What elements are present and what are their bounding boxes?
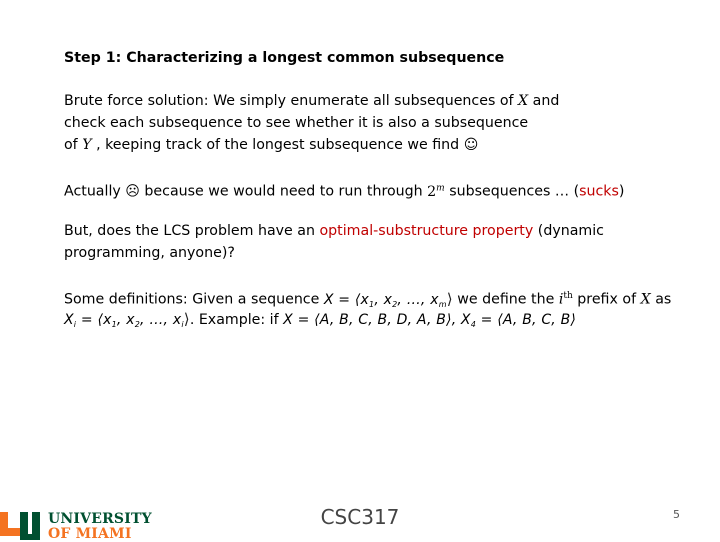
slide-title: Step 1: Characterizing a longest common subsequence [64, 50, 505, 66]
defs-text: we define the [452, 291, 559, 308]
of-miami-text: OF MIAMI [48, 526, 132, 542]
smiley-icon: ☺ [463, 137, 479, 153]
brute-text: , keeping track of the longest subsequence we find [91, 137, 464, 153]
actually-text: Actually [64, 183, 126, 200]
but-text: But, does the LCS problem have an [64, 223, 320, 239]
var-y: Y [82, 137, 92, 153]
brute-force-line-1 [64, 91, 559, 111]
actually-text: subsequences … ( [444, 183, 580, 200]
example-x-formula: X = ⟨A, B, C, B, D, A, B⟩, [283, 312, 457, 328]
defs-text: as [650, 291, 672, 308]
sucks-highlight: sucks [579, 183, 619, 200]
brute-text: of [64, 137, 83, 153]
sequence-x-formula: $X = ⟨x_1$, $x_2$, …, $x_m⟩$ [323, 289, 453, 309]
prefix-xi-formula: $X_i$ = $⟨x_1$, $x_2$, …, $x_i⟩$ [64, 310, 190, 329]
ith-i: i [558, 291, 564, 308]
brute-force-line-2: check each subsequence to see whether it is also a subsequence [64, 115, 529, 131]
university-text: UNIVERSITY [48, 511, 152, 527]
page-number: 5 [673, 508, 680, 521]
brute-text: Brute force solution: We simply enumerate all subsequences of [64, 93, 519, 109]
course-code: CSC317 [320, 505, 400, 529]
defs-text: Some definitions: Given a sequence [64, 291, 324, 308]
but-text: (dynamic [533, 223, 604, 239]
brute-force-line-3 [64, 135, 478, 155]
brute-text: and [528, 93, 560, 109]
ith-sup: th [563, 291, 573, 301]
actually-line [64, 178, 624, 202]
definitions-line-2 [64, 309, 576, 335]
exp-sup: m [436, 183, 445, 193]
optimal-substructure-highlight: optimal-substructure property [319, 223, 534, 239]
but-line-1 [64, 221, 604, 241]
var-x: X [518, 93, 529, 109]
var-x: X [640, 291, 651, 308]
but-line-2: programming, anyone)? [64, 245, 235, 261]
actually-text: because we would need to run through [139, 183, 428, 200]
frown-icon: ☹ [125, 183, 140, 200]
actually-text: ) [618, 183, 625, 200]
exp-base: 2 [427, 183, 437, 200]
defs-text: . Example: if [189, 312, 284, 328]
example-x4-formula: $X_4$ = ⟨A, B, C, B⟩ [460, 312, 577, 329]
two-power-m [427, 184, 445, 200]
defs-text: prefix of [572, 291, 641, 308]
